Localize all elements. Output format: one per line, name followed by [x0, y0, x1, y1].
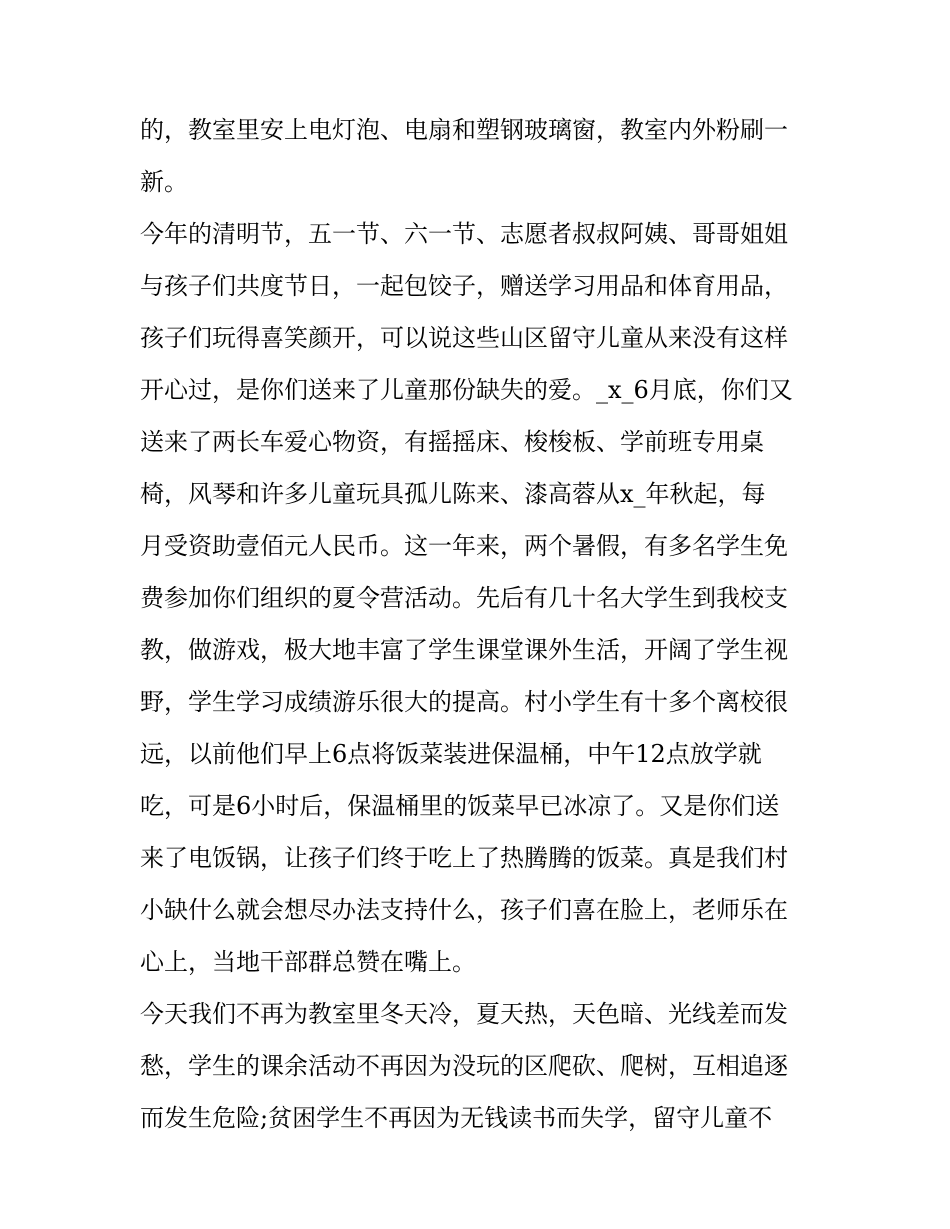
text-line: 今年的清明节，五一节、六一节、志愿者叔叔阿姨、哥哥姐姐 — [140, 220, 788, 248]
text-line: 愁，学生的课余活动不再因为没玩的区爬砍、爬树，互相追逐 — [140, 1052, 788, 1080]
text-line: 而发生危险;贫困学生不再因为无钱读书而失学，留守儿童不 — [140, 1104, 773, 1132]
text-line: 教，做游戏，极大地丰富了学生课堂课外生活，开阔了学生视 — [140, 636, 788, 664]
text-line: 的，教室里安上电灯泡、电扇和塑钢玻璃窗，教室内外粉刷一 — [140, 116, 788, 144]
text-line: 椅，风琴和许多儿童玩具孤儿陈来、漆高蓉从x_年秋起，每 — [140, 480, 766, 508]
text-line: 孩子们玩得喜笑颜开，可以说这些山区留守儿童从来没有这样 — [140, 324, 788, 352]
text-line: 小缺什么就会想尽办法支持什么，孩子们喜在脸上，老师乐在 — [140, 896, 788, 924]
text-line: 开心过，是你们送来了儿童那份缺失的爱。_x_6月底，你们又 — [140, 376, 793, 404]
text-line: 月受资助壹佰元人民币。这一年来，两个暑假，有多名学生免 — [140, 532, 788, 560]
text-line: 吃，可是6小时后，保温桶里的饭菜早已冰凉了。又是你们送 — [140, 792, 780, 820]
text-line: 远，以前他们早上6点将饭菜装进保温桶，中午12点放学就 — [140, 740, 762, 768]
text-line: 来了电饭锅，让孩子们终于吃上了热腾腾的饭菜。真是我们村 — [140, 844, 788, 872]
text-line: 野，学生学习成绩游乐很大的提高。村小学生有十多个离校很 — [140, 688, 788, 716]
text-line: 新。 — [140, 168, 188, 196]
text-line: 费参加你们组织的夏令营活动。先后有几十名大学生到我校支 — [140, 584, 788, 612]
text-line: 与孩子们共度节日，一起包饺子，赠送学习用品和体育用品， — [140, 272, 788, 300]
text-line: 送来了两长车爱心物资，有摇摇床、梭梭板、学前班专用桌 — [140, 428, 764, 456]
text-line: 心上，当地干部群总赞在嘴上。 — [140, 948, 476, 976]
text-line: 今天我们不再为教室里冬天冷，夏天热，天色暗、光线差而发 — [140, 1000, 788, 1028]
document-body — [140, 104, 820, 1144]
